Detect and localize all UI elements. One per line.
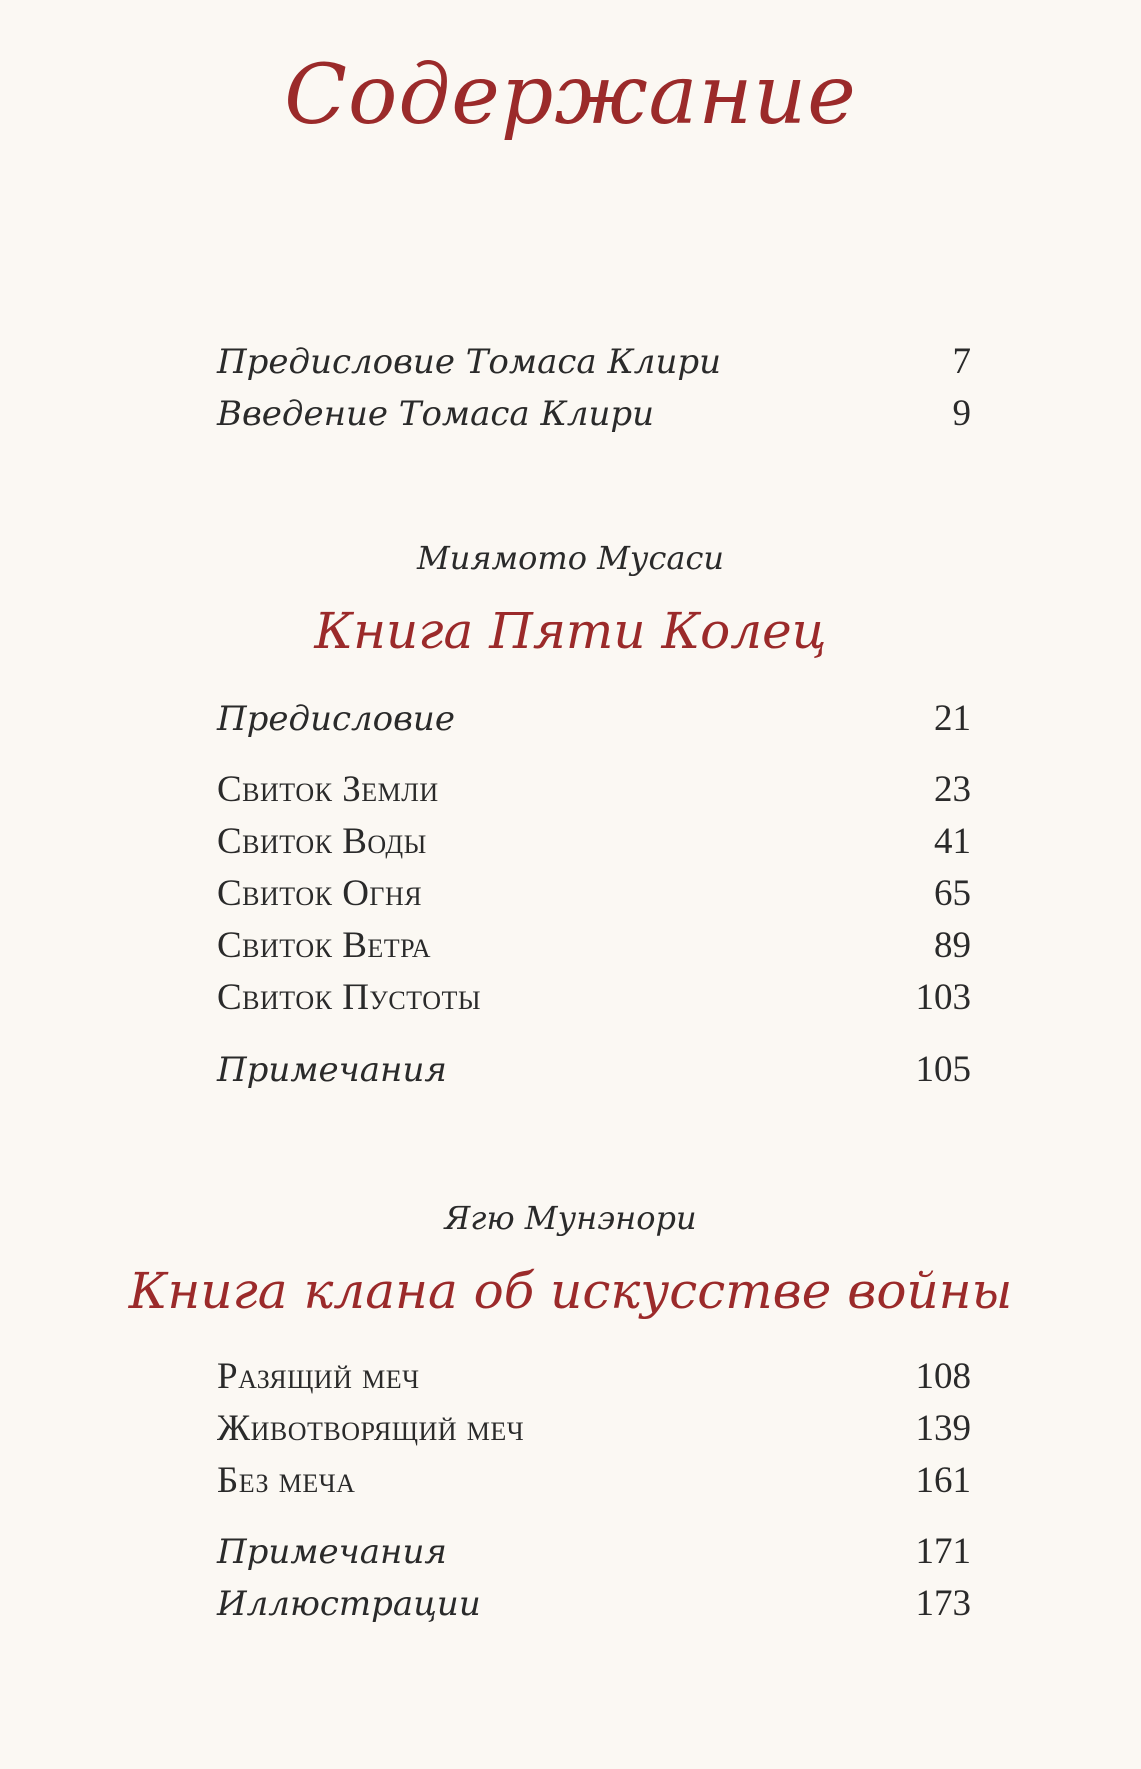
toc-entry-page: 105 <box>915 1049 971 1090</box>
toc-entry-page: 161 <box>915 1460 971 1501</box>
toc-entry-label: Животворящий меч <box>217 1408 525 1449</box>
toc-entry-label: Без меча <box>217 1460 356 1501</box>
toc-entry-book2-notes <box>217 1532 971 1572</box>
toc-entry-page: 21 <box>934 698 971 739</box>
toc-entry-illustrations <box>217 1584 971 1624</box>
toc-entry-page: 173 <box>915 1583 971 1624</box>
toc-entry-scroll-water <box>217 822 971 862</box>
toc-entry-scroll-void <box>217 978 971 1018</box>
toc-entry-label: Предисловие Томаса Клири <box>217 342 722 382</box>
toc-entry-label: Примечания <box>217 1050 447 1090</box>
toc-entry-label: Свиток Воды <box>217 821 427 862</box>
toc-entry-life-giving-sword <box>217 1409 971 1449</box>
toc-entry-label: Свиток Ветра <box>217 925 432 966</box>
toc-entry-page: 65 <box>934 873 971 914</box>
book1-author: Миямото Мусаси <box>417 539 724 577</box>
toc-entry-page: 89 <box>934 925 971 966</box>
toc-entry-label: Введение Томаса Клири <box>217 394 655 434</box>
toc-entry-book1-notes <box>217 1050 971 1090</box>
page-title: Содержание <box>284 48 857 143</box>
toc-entry-no-sword <box>217 1461 971 1501</box>
toc-entry-label: Примечания <box>217 1532 447 1572</box>
toc-entry-label: Свиток Пустоты <box>217 977 482 1018</box>
toc-entry-label: Свиток Земли <box>217 769 439 810</box>
toc-entry-scroll-earth <box>217 770 971 810</box>
toc-entry-page: 41 <box>934 821 971 862</box>
toc-entry-page: 108 <box>915 1356 971 1397</box>
toc-entry-page: 139 <box>915 1408 971 1449</box>
toc-entry-label: Предисловие <box>217 699 455 739</box>
toc-entry-label: Разящий меч <box>217 1356 420 1397</box>
book2-title: Книга клана об искусстве войны <box>128 1262 1013 1320</box>
toc-entry-page: 9 <box>952 393 971 434</box>
book1-title: Книга Пяти Колец <box>314 602 827 660</box>
toc-entry-label: Свиток Огня <box>217 873 423 914</box>
toc-entry-page: 171 <box>915 1531 971 1572</box>
toc-entry-scroll-fire <box>217 874 971 914</box>
toc-entry-page: 23 <box>934 769 971 810</box>
toc-entry-page: 103 <box>915 977 971 1018</box>
toc-entry-label: Иллюстрации <box>217 1584 481 1624</box>
toc-entry-killing-sword <box>217 1357 971 1397</box>
toc-entry-scroll-wind <box>217 926 971 966</box>
toc-entry-foreword-cleary <box>217 342 971 382</box>
toc-entry-introduction-cleary <box>217 394 971 434</box>
book2-author: Ягю Мунэнори <box>444 1199 697 1237</box>
toc-entry-book1-preface <box>217 699 971 739</box>
toc-entry-page: 7 <box>952 341 971 382</box>
